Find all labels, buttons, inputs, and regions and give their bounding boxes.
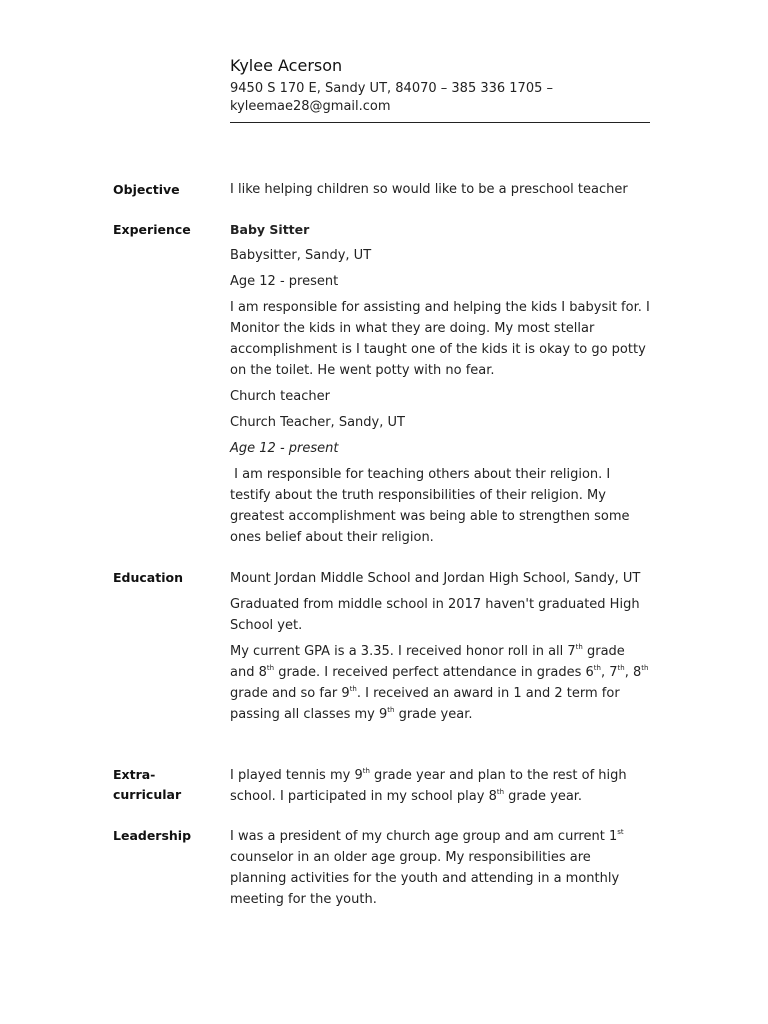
job-role-location: Babysitter, Sandy, UT [230, 248, 372, 263]
section-label-extracurricular: Extra- curricular [113, 767, 182, 802]
section-label-leadership: Leadership [113, 828, 192, 843]
job-title: Church teacher [230, 389, 330, 404]
education-block [230, 568, 650, 725]
job-dates: Age 12 - present [230, 441, 339, 456]
experience-job1 [230, 219, 650, 381]
contact-info [230, 80, 630, 116]
education-status: Graduated from middle school in 2017 haven't graduated High School yet. [230, 597, 640, 633]
objective-text: I like helping children so would like to be a preschool teacher [230, 182, 628, 197]
education-school: Mount Jordan Middle School and Jordan High School, Sandy, UT [230, 571, 641, 586]
section-label-objective: Objective [113, 182, 180, 197]
section-label-education: Education [113, 570, 183, 585]
extracurricular-text: I played tennis my 9th grade year and plan to the rest of high school. I participated in my school play 8th grade year. [230, 767, 627, 804]
job-title: Baby Sitter [230, 222, 310, 237]
section-label-experience: Experience [113, 222, 191, 237]
header-divider [230, 122, 650, 123]
experience-job2 [230, 386, 650, 548]
resume-name: Kylee Acerson [230, 56, 343, 75]
job-role-location: Church Teacher, Sandy, UT [230, 415, 405, 430]
job-dates: Age 12 - present [230, 274, 339, 289]
contact-address-phone: 9450 S 170 E, Sandy UT, 84070 – 385 336 1705 – [230, 81, 554, 96]
job-description: I am responsible for teaching others about their religion. I testify about the truth responsibilities of their religion. My greatest accomplishment was being able to strengthen some ones belief about their religion. [230, 467, 634, 545]
leadership-text: I was a president of my church age group and am current 1st counselor in an older age group. My responsibilities are planning activities for the youth and attending in a monthly meeting for the youth. [230, 828, 624, 907]
education-gpa: My current GPA is a 3.35. I received honor roll in all 7th grade and 8th grade. I received perfect attendance in grades 6th, 7th, 8th grade and so far 9th. I received an award in 1 and 2 term for passing all classes my 9th grade year. [230, 643, 649, 722]
job-description: I am responsible for assisting and helping the kids I babysit for. I Monitor the kids in what they are doing. My most stellar accomplishment is I taught one of the kids it is okay to go potty on the toilet. He went potty with no fear. [230, 300, 650, 378]
contact-email: kyleemae28@gmail.com [230, 99, 391, 114]
